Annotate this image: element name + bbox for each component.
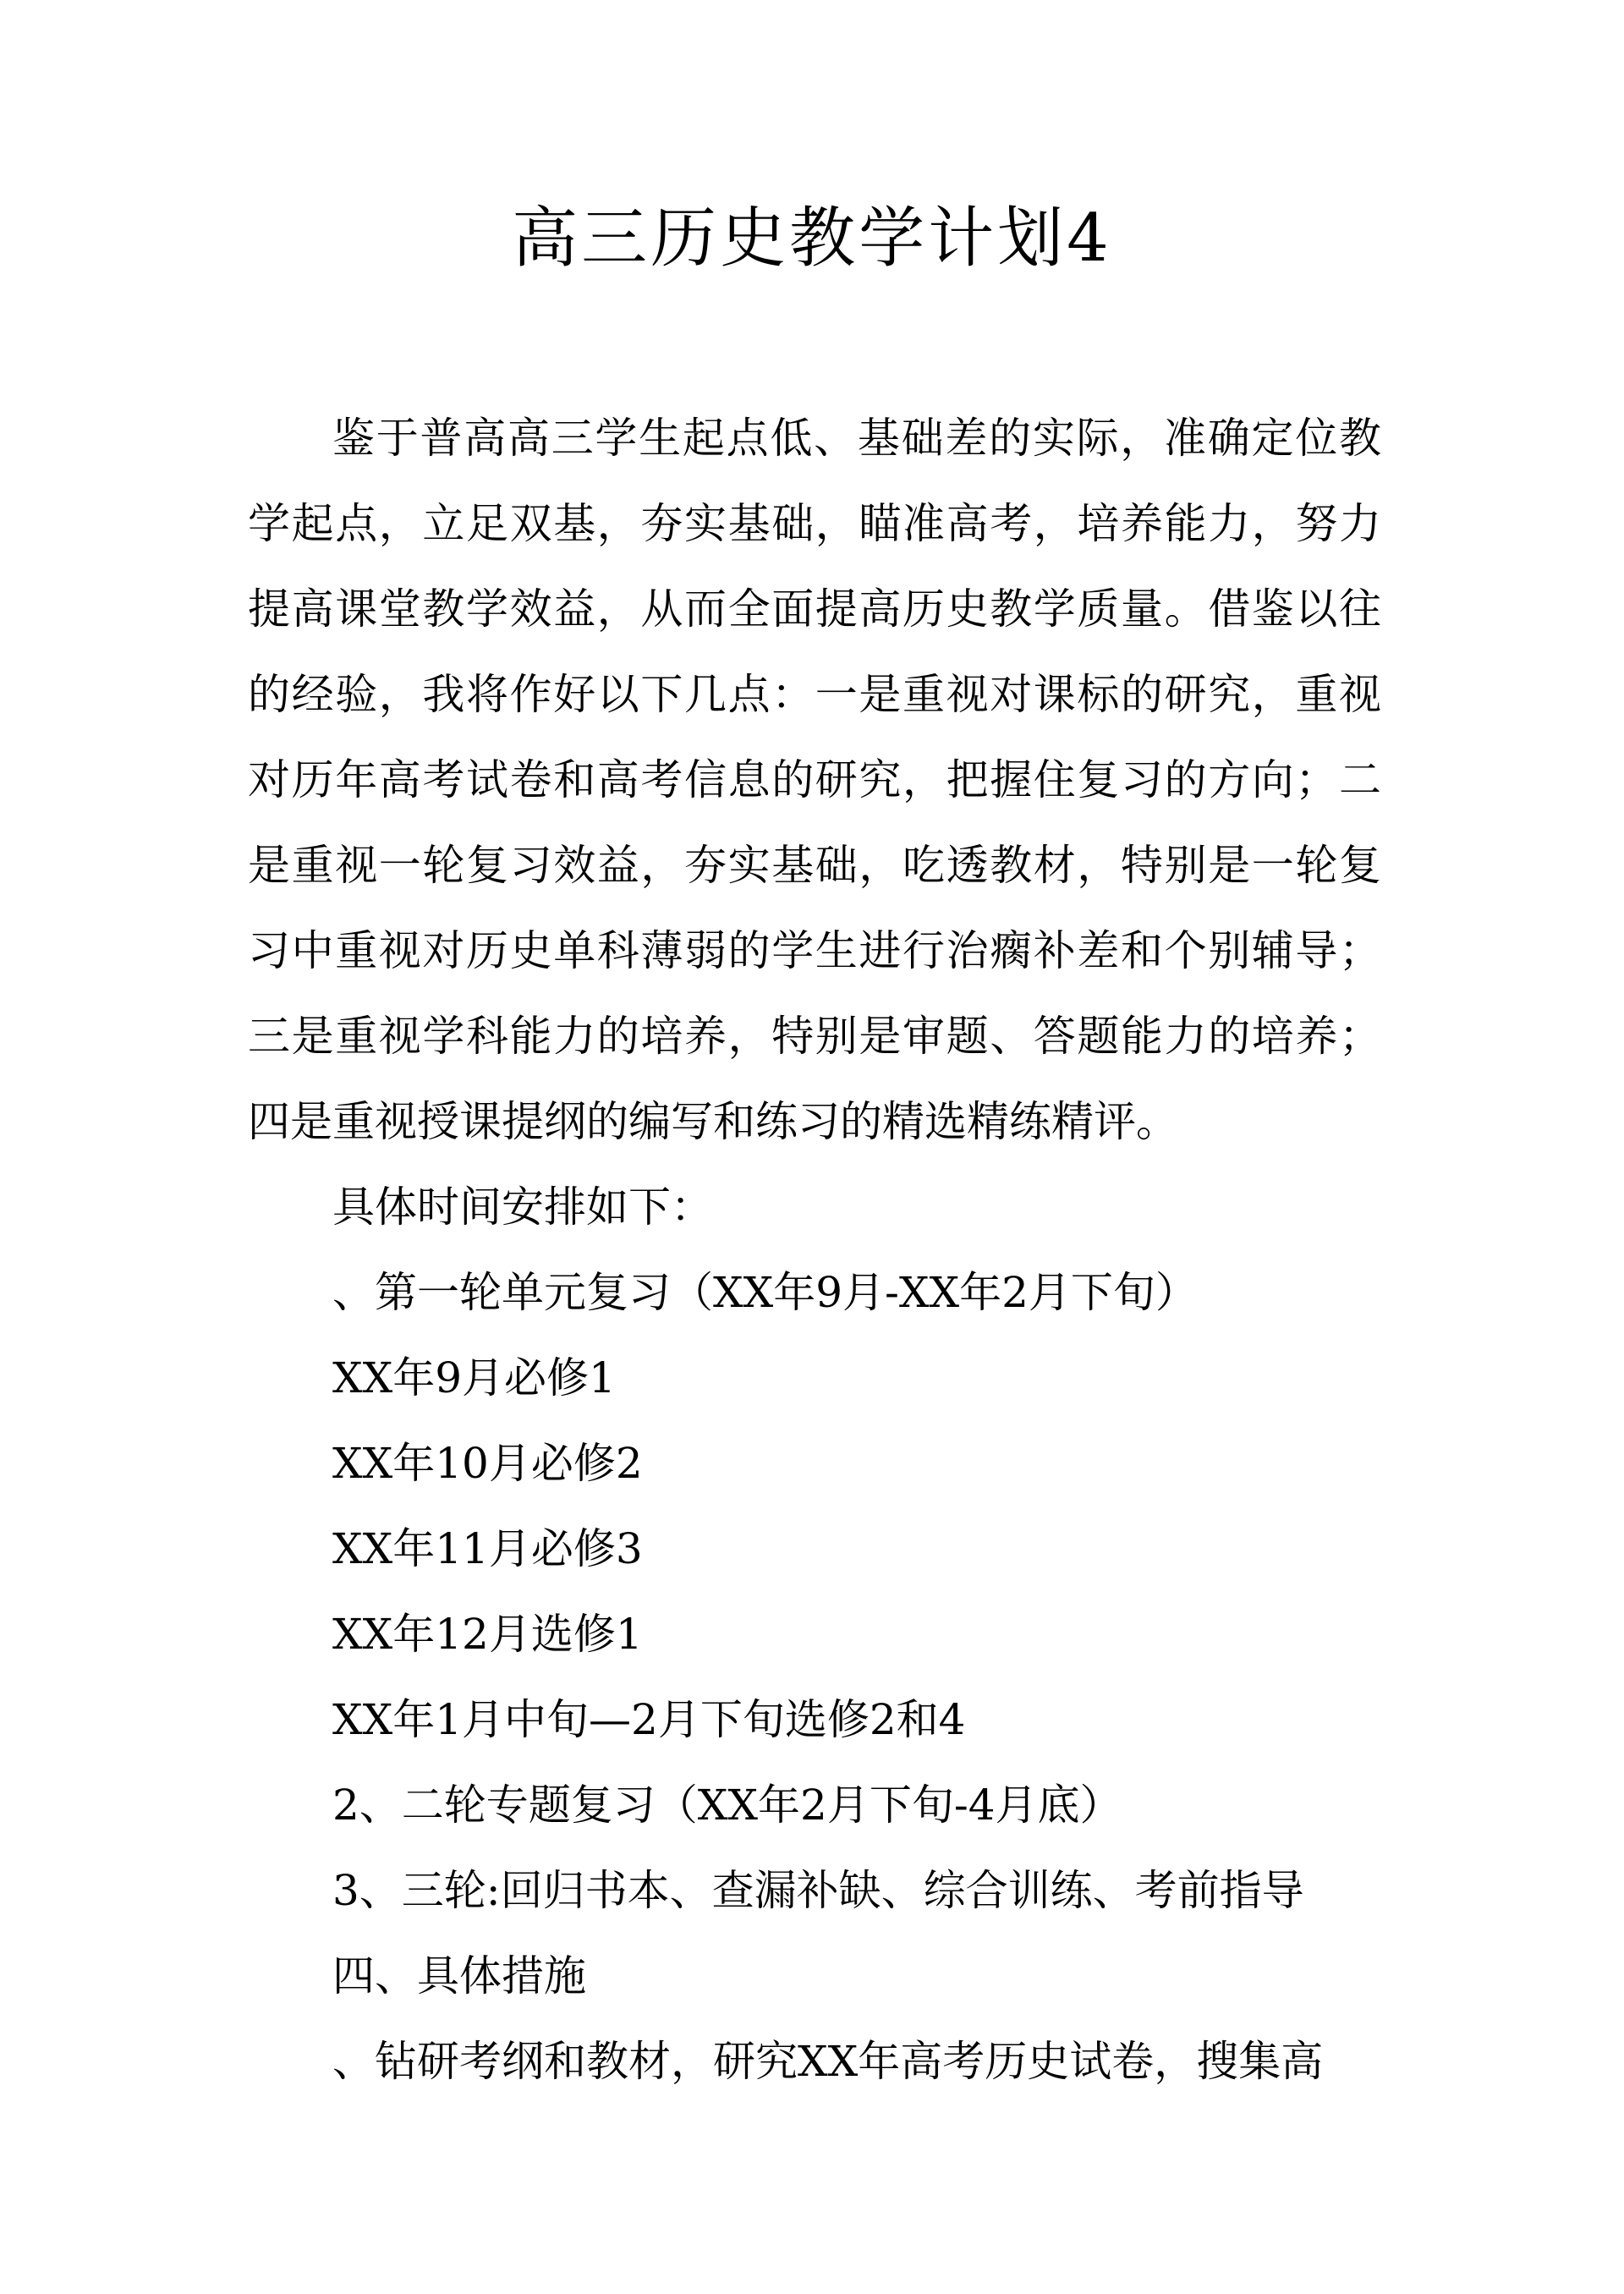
document-body <box>248 396 1381 2105</box>
second-round-review: 2、二轮专题复习（XX年2月下旬-4月底） <box>332 1781 1122 1830</box>
schedule-item: XX年12月选修1 <box>332 1610 643 1659</box>
first-round-review: 、第一轮单元复习（XX年9月-XX年2月下旬） <box>332 1268 1198 1317</box>
third-round-review: 3、三轮:回归书本、查漏补缺、综合训练、考前指导 <box>332 1866 1304 1915</box>
schedule-item: XX年11月必修3 <box>332 1524 643 1573</box>
schedule-item: XX年10月必修2 <box>332 1439 643 1488</box>
schedule-item: XX年9月必修1 <box>332 1353 616 1402</box>
document-title: 高三历史教学计划4 <box>512 200 1112 277</box>
schedule-heading: 具体时间安排如下： <box>332 1183 713 1232</box>
intro-paragraph: 鉴于普高高三学生起点低、基础差的实际，准确定位教学起点，立足双基，夯实基础，瞄准高考，培养能力，努力提高课堂教学效益，从而全面提高历史教学质量。借鉴以往的经验，我将作好以下几点：一是重视对课标的研究，重视对历年高考试卷和高考信息的研究，把握住复习的方向；二是重视一轮复习效益，夯实基础，吃透教材，特别是一轮复习中重视对历史单科薄弱的学生进行治瘸补差和个别辅导；三是重视学科能力的培养，特别是审题、答题能力的培养；四是重视授课提纲的编写和练习的精选精练精评。 <box>248 414 1381 1146</box>
section-heading-measures: 四、具体措施 <box>332 1951 586 2000</box>
measure-item: 、钻研考纲和教材，研究XX年高考历史试卷，搜集高 <box>332 2037 1324 2086</box>
schedule-item: XX年1月中旬—2月下旬选修2和4 <box>332 1695 966 1744</box>
